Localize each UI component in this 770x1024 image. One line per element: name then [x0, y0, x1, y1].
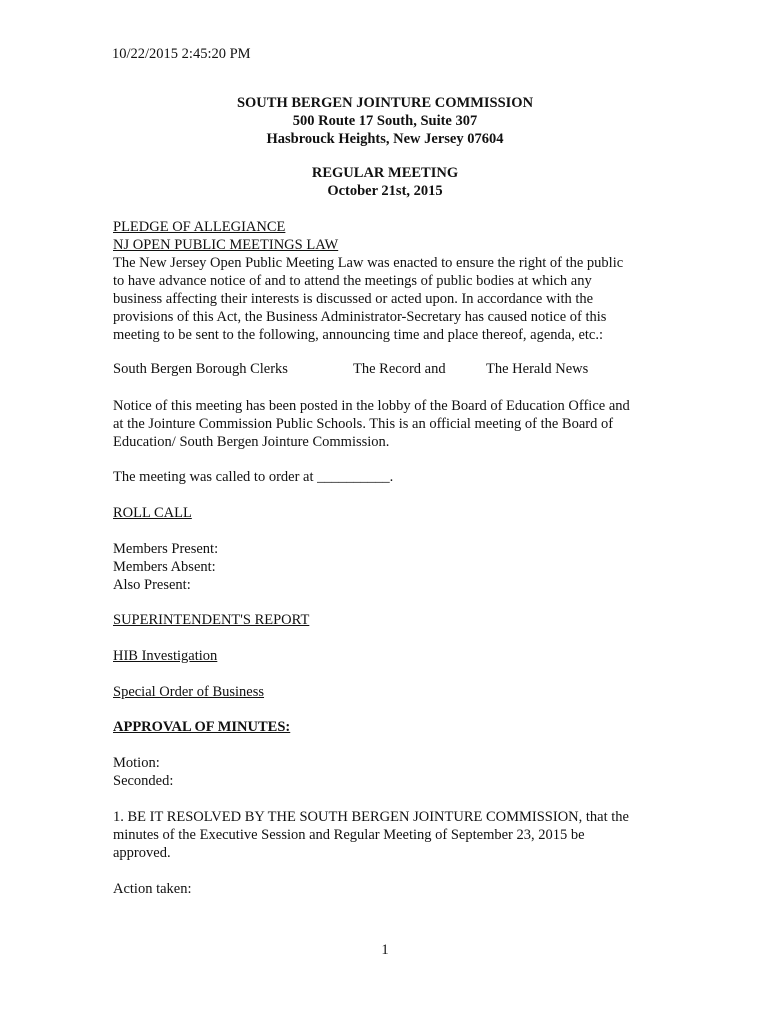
attendance-block	[113, 540, 658, 594]
meeting-date: October 21st, 2015	[327, 183, 443, 199]
opma-text-line: business affecting their interests is discussed or acted upon. In accordance with the	[113, 291, 594, 307]
action-taken-label: Action taken:	[113, 881, 192, 897]
notice-text-line: Notice of this meeting has been posted in the lobby of the Board of Education Office and	[113, 398, 630, 414]
opma-text-line: to have advance notice of and to attend the meetings of public bodies at which any	[113, 273, 592, 289]
recipient-the-record: The Record and	[353, 361, 446, 377]
members-absent-label: Members Absent:	[113, 559, 216, 575]
approval-minutes-heading: APPROVAL OF MINUTES:	[113, 719, 291, 735]
organization-address-line2: Hasbrouck Heights, New Jersey 07604	[266, 131, 504, 147]
recipient-borough-clerks: South Bergen Borough Clerks	[113, 361, 288, 377]
opma-text-line: provisions of this Act, the Business Administrator-Secretary has caused notice of this	[113, 309, 607, 325]
opma-text-line: meeting to be sent to the following, announcing time and place thereof, agenda, etc.:	[113, 327, 604, 343]
page-number: 1	[381, 942, 389, 958]
opma-text-line: The New Jersey Open Public Meeting Law was enacted to ensure the right of the public	[113, 255, 624, 271]
meeting-type: REGULAR MEETING	[311, 165, 459, 181]
members-present-label: Members Present:	[113, 541, 219, 557]
organization-name: SOUTH BERGEN JOINTURE COMMISSION	[236, 95, 534, 111]
organization-address-line1: 500 Route 17 South, Suite 307	[292, 113, 478, 129]
superintendent-report-heading: SUPERINTENDENT'S REPORT	[113, 612, 310, 628]
notice-recipients	[113, 361, 658, 379]
opma-section	[113, 218, 658, 344]
motion-block	[113, 754, 658, 790]
resolution-text-line: minutes of the Executive Session and Regular Meeting of September 23, 2015 be	[113, 827, 585, 843]
called-to-order: The meeting was called to order at __________.	[113, 469, 394, 485]
recipient-herald-news: The Herald News	[486, 361, 589, 377]
resolution-1	[113, 808, 658, 862]
motion-label: Motion:	[113, 755, 160, 771]
roll-call-heading: ROLL CALL	[113, 505, 192, 521]
opma-heading: NJ OPEN PUBLIC MEETINGS LAW	[113, 237, 339, 253]
organization-header	[0, 94, 770, 148]
notice-text-line: Education/ South Bergen Jointure Commission.	[113, 434, 390, 450]
hib-investigation-heading: HIB Investigation	[113, 648, 218, 664]
print-timestamp: 10/22/2015 2:45:20 PM	[112, 46, 251, 62]
pledge-heading: PLEDGE OF ALLEGIANCE	[113, 219, 286, 235]
also-present-label: Also Present:	[113, 577, 191, 593]
notice-text-line: at the Jointure Commission Public Schools. This is an official meeting of the Board of	[113, 416, 614, 432]
posting-notice	[113, 397, 658, 451]
resolution-text-line: 1. BE IT RESOLVED BY THE SOUTH BERGEN JOINTURE COMMISSION, that the	[113, 809, 629, 825]
meeting-header	[0, 164, 770, 200]
seconded-label: Seconded:	[113, 773, 174, 789]
resolution-text-line: approved.	[113, 845, 171, 861]
special-order-heading: Special Order of Business	[113, 684, 265, 700]
